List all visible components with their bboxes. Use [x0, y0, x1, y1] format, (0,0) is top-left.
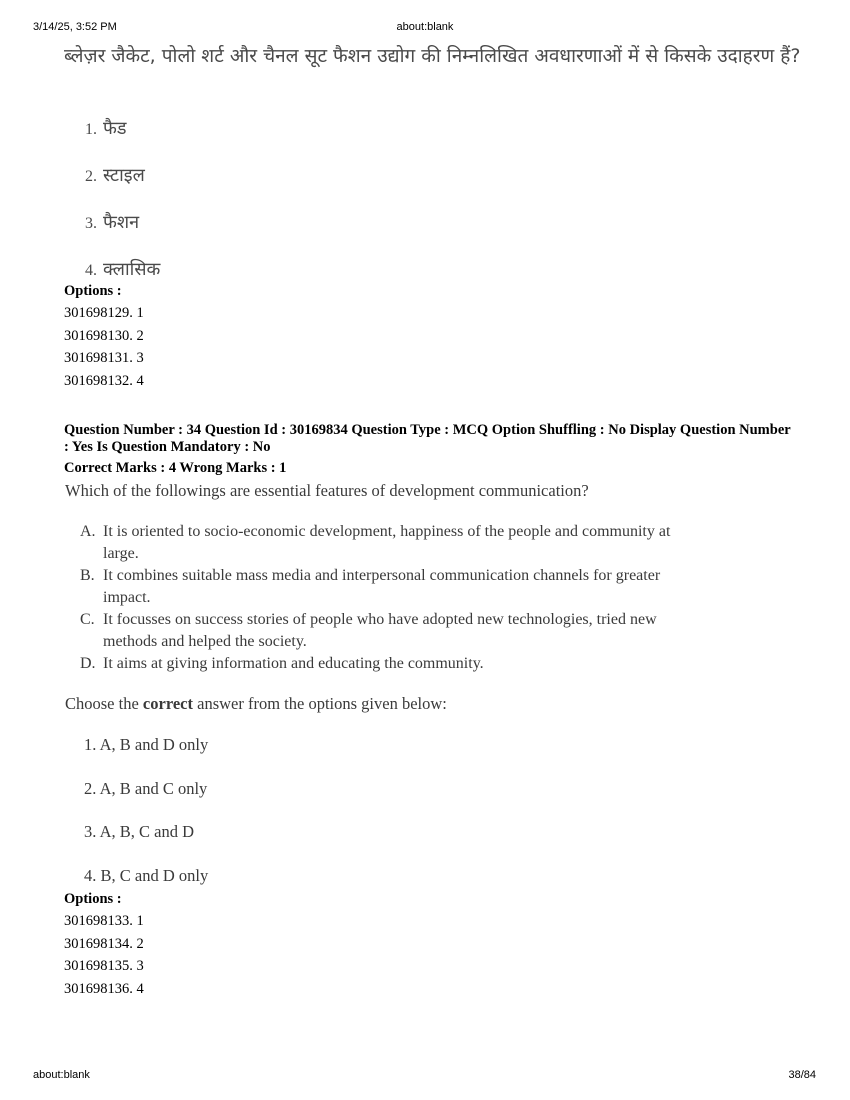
q34-marks: Correct Marks : 4 Wrong Marks : 1	[64, 460, 287, 476]
q34-option-id-4: 301698136. 4	[64, 981, 144, 997]
q34-statement-c	[80, 609, 790, 653]
instruction-prefix: Choose the	[65, 694, 143, 713]
q34-statement-b	[80, 565, 790, 609]
print-page-number: 38/84	[788, 1069, 816, 1081]
q34-instruction	[65, 694, 447, 714]
q33-choice-text: फैशन	[103, 212, 140, 233]
q34-answer-1: 1. A, B and D only	[84, 735, 209, 754]
statement-letter: A.	[80, 523, 96, 540]
q33-choice-4	[85, 257, 160, 281]
print-datetime: 3/14/25, 3:52 PM	[33, 21, 117, 33]
statement-text: It combines suitable mass media and interpersonal communication channels for greater	[103, 567, 661, 584]
instruction-bold: correct	[142, 694, 193, 713]
statement-continuation: methods and helped the society.	[103, 633, 307, 650]
q34-option-id-2: 301698134. 2	[64, 936, 144, 952]
q34-statement-d	[80, 653, 790, 675]
statement-letter: C.	[80, 611, 95, 628]
q33-choice-text: क्लासिक	[103, 259, 161, 280]
statement-continuation: large.	[103, 545, 139, 562]
q34-answer-2: 2. A, B and C only	[84, 779, 208, 798]
q33-option-id-2: 301698130. 2	[64, 328, 144, 344]
print-page-title: about:blank	[396, 21, 454, 33]
q34-answer-3: 3. A, B, C and D	[84, 822, 195, 841]
q33-option-id-3: 301698131. 3	[64, 350, 144, 366]
q33-choice-number: 2.	[85, 168, 97, 185]
q34-option-id-1: 301698133. 1	[64, 913, 144, 929]
print-footer-url: about:blank	[33, 1069, 90, 1081]
statement-text: It is oriented to socio-economic development, happiness of the people and community at	[103, 523, 671, 540]
q33-choice-text: फैड	[103, 118, 127, 139]
q33-choice-2	[85, 163, 145, 187]
q33-choice-number: 3.	[85, 215, 97, 232]
statement-text: It focusses on success stories of people who have adopted new technologies, tried new	[103, 611, 657, 628]
q33-options-label: Options :	[64, 283, 122, 299]
statement-continuation: impact.	[103, 589, 151, 606]
q33-choice-3	[85, 210, 139, 234]
q34-option-id-3: 301698135. 3	[64, 958, 144, 974]
statement-letter: D.	[80, 655, 96, 672]
q34-answer-4: 4. B, C and D only	[84, 866, 209, 885]
q33-choice-1	[85, 116, 127, 140]
q33-choice-number: 4.	[85, 262, 97, 279]
q33-option-id-1: 301698129. 1	[64, 305, 144, 321]
statement-letter: B.	[80, 567, 95, 584]
q33-question-text: ब्लेज़र जैकेट, पोलो शर्ट और चैनल सूट फैशन उद्योग की निम्नलिखित अवधारणाओं में से किसके उदाहरण हैं?	[64, 45, 801, 67]
q34-meta: Question Number : 34 Question Id : 30169834 Question Type : MCQ Option Shuffling : No Display Question Number : Yes Is Question Mandatory : No	[64, 422, 791, 455]
q33-choice-number: 1.	[85, 121, 97, 138]
instruction-suffix: answer from the options given below:	[193, 694, 447, 713]
q33-choice-text: स्टाइल	[103, 165, 145, 186]
statement-text: It aims at giving information and educating the community.	[103, 655, 484, 672]
q34-question-text: Which of the followings are essential features of development communication?	[65, 481, 589, 500]
q34-options-label: Options :	[64, 891, 122, 907]
q33-option-id-4: 301698132. 4	[64, 373, 144, 389]
q34-statement-a	[80, 521, 790, 565]
